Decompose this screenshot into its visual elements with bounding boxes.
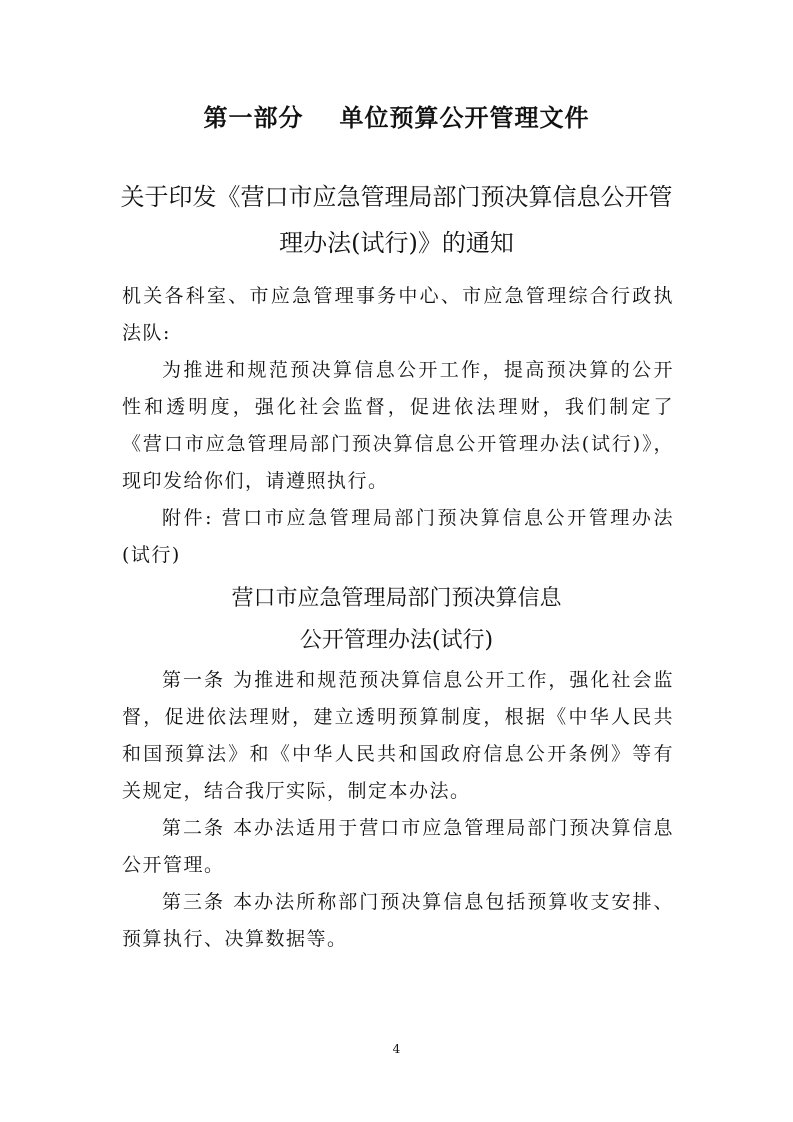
part-heading (0, 98, 793, 133)
article-3: 第三条 本办法所称部门预决算信息包括预算收支安排、预算执行、决算数据等。 (122, 891, 674, 950)
addressee-block (122, 278, 674, 352)
article-1: 第一条 为推进和规范预决算信息公开工作，强化社会监督，促进依法理财，建立透明预算制度，根据《中华人民共和国预算法》和《中华人民共和国政府信息公开条例》等有关规定，结合我厅实际，制定本办法。 (122, 669, 674, 802)
notice-body (122, 352, 674, 500)
articles-block (122, 662, 674, 958)
notice-paragraph: 为推进和规范预决算信息公开工作，提高预决算的公开性和透明度，强化社会监督，促进依法理财，我们制定了《营口市应急管理局部门预决算信息公开管理办法(试行)》，现印发给你们，请遵照执行。 (122, 359, 674, 492)
notice-title-line-1: 关于印发《营口市应急管理局部门预决算信息公开管 (120, 183, 673, 211)
addressee: 机关各科室、市应急管理事务中心、市应急管理综合行政执法队: (122, 285, 674, 344)
notice-title-line-2: 理办法(试行)》的通知 (279, 229, 514, 257)
article-2: 第二条 本办法适用于营口市应急管理局部门预决算信息公开管理。 (122, 817, 674, 876)
method-title (0, 578, 793, 662)
attachment-block (122, 500, 674, 574)
method-title-line-2: 公开管理办法(试行) (299, 628, 494, 653)
part-heading-text: 单位预算公开管理文件 (339, 104, 590, 132)
page-number: 4 (392, 1042, 401, 1056)
method-title-line-1: 营口市应急管理局部门预决算信息 (231, 586, 562, 611)
attachment-line: 附件: 营口市应急管理局部门预决算信息公开管理办法(试行) (122, 507, 674, 566)
notice-title (0, 174, 793, 266)
part-heading-number: 第一部分 (203, 104, 304, 132)
